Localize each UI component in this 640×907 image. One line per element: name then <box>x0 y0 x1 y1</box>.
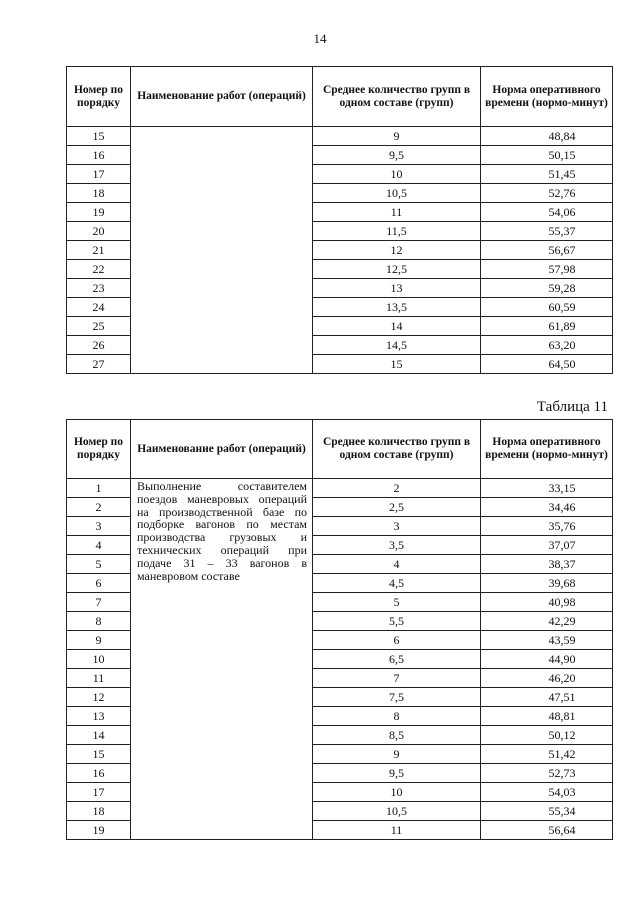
row-number: 5 <box>67 555 131 574</box>
avg-groups-cell: 7,5 <box>313 688 481 707</box>
header-time-norm: Норма оперативного времени (нормо-минут) <box>481 67 613 127</box>
avg-groups-cell: 8 <box>313 707 481 726</box>
avg-groups-cell: 9 <box>313 745 481 764</box>
time-norm-cell: 34,46 <box>481 498 613 517</box>
time-norm-cell: 51,45 <box>481 165 613 184</box>
avg-groups-cell: 13,5 <box>313 298 481 317</box>
row-number: 9 <box>67 631 131 650</box>
avg-groups-cell: 5 <box>313 593 481 612</box>
time-norm-cell: 42,29 <box>481 612 613 631</box>
avg-groups-cell: 10 <box>313 165 481 184</box>
avg-groups-cell: 2 <box>313 479 481 498</box>
time-norm-cell: 61,89 <box>481 317 613 336</box>
avg-groups-cell: 4,5 <box>313 574 481 593</box>
avg-groups-cell: 11 <box>313 203 481 222</box>
time-norm-cell: 57,98 <box>481 260 613 279</box>
time-norm-cell: 33,15 <box>481 479 613 498</box>
avg-groups-cell: 3,5 <box>313 536 481 555</box>
time-norm-cell: 43,59 <box>481 631 613 650</box>
row-number: 24 <box>67 298 131 317</box>
avg-groups-cell: 2,5 <box>313 498 481 517</box>
time-norm-cell: 52,76 <box>481 184 613 203</box>
time-norm-cell: 54,03 <box>481 783 613 802</box>
time-norm-cell: 55,34 <box>481 802 613 821</box>
time-norm-cell: 50,12 <box>481 726 613 745</box>
time-norm-cell: 37,07 <box>481 536 613 555</box>
time-norm-cell: 46,20 <box>481 669 613 688</box>
time-norm-cell: 44,90 <box>481 650 613 669</box>
avg-groups-cell: 11 <box>313 821 481 840</box>
time-norm-cell: 48,84 <box>481 127 613 146</box>
row-number: 8 <box>67 612 131 631</box>
row-number: 25 <box>67 317 131 336</box>
row-number: 17 <box>67 783 131 802</box>
row-number: 26 <box>67 336 131 355</box>
row-number: 16 <box>67 146 131 165</box>
row-number: 15 <box>67 127 131 146</box>
header-work-name: Наименование работ (операций) <box>131 420 313 479</box>
norms-table-11 <box>66 419 613 840</box>
avg-groups-cell: 12,5 <box>313 260 481 279</box>
row-number: 6 <box>67 574 131 593</box>
work-description: Выполнение составителем поездов маневровых операций на производственной базе по подборке вагонов по местам производства грузовых и технических операций при подаче 31 – 33 вагонов в маневровом составе <box>131 479 313 840</box>
avg-groups-cell: 4 <box>313 555 481 574</box>
time-norm-cell: 55,37 <box>481 222 613 241</box>
avg-groups-cell: 10,5 <box>313 184 481 203</box>
time-norm-cell: 51,42 <box>481 745 613 764</box>
avg-groups-cell: 3 <box>313 517 481 536</box>
row-number: 17 <box>67 165 131 184</box>
page-number: 14 <box>313 31 327 46</box>
norms-table-continued <box>66 66 613 374</box>
time-norm-cell: 47,51 <box>481 688 613 707</box>
row-number: 1 <box>67 479 131 498</box>
row-number: 18 <box>67 802 131 821</box>
header-order-number: Номер по порядку <box>67 67 131 127</box>
row-number: 7 <box>67 593 131 612</box>
row-number: 20 <box>67 222 131 241</box>
header-avg-groups: Среднее количество групп в одном составе (групп) <box>313 67 481 127</box>
header-time-norm: Норма оперативного времени (нормо-минут) <box>481 420 613 479</box>
row-number: 16 <box>67 764 131 783</box>
table-row <box>67 127 613 146</box>
row-number: 21 <box>67 241 131 260</box>
avg-groups-cell: 10 <box>313 783 481 802</box>
work-description <box>131 127 313 374</box>
time-norm-cell: 56,67 <box>481 241 613 260</box>
time-norm-cell: 40,98 <box>481 593 613 612</box>
row-number: 2 <box>67 498 131 517</box>
time-norm-cell: 38,37 <box>481 555 613 574</box>
time-norm-cell: 64,50 <box>481 355 613 374</box>
header-work-name: Наименование работ (операций) <box>131 67 313 127</box>
time-norm-cell: 50,15 <box>481 146 613 165</box>
avg-groups-cell: 5,5 <box>313 612 481 631</box>
table-header-row <box>67 67 613 127</box>
time-norm-cell: 48,81 <box>481 707 613 726</box>
time-norm-cell: 52,73 <box>481 764 613 783</box>
time-norm-cell: 59,28 <box>481 279 613 298</box>
row-number: 12 <box>67 688 131 707</box>
time-norm-cell: 54,06 <box>481 203 613 222</box>
avg-groups-cell: 14 <box>313 317 481 336</box>
row-number: 19 <box>67 203 131 222</box>
avg-groups-cell: 9,5 <box>313 146 481 165</box>
header-avg-groups: Среднее количество групп в одном составе (групп) <box>313 420 481 479</box>
row-number: 10 <box>67 650 131 669</box>
avg-groups-cell: 15 <box>313 355 481 374</box>
row-number: 15 <box>67 745 131 764</box>
avg-groups-cell: 14,5 <box>313 336 481 355</box>
avg-groups-cell: 6,5 <box>313 650 481 669</box>
time-norm-cell: 56,64 <box>481 821 613 840</box>
row-number: 19 <box>67 821 131 840</box>
avg-groups-cell: 13 <box>313 279 481 298</box>
time-norm-cell: 60,59 <box>481 298 613 317</box>
avg-groups-cell: 10,5 <box>313 802 481 821</box>
table-row <box>67 479 613 498</box>
time-norm-cell: 35,76 <box>481 517 613 536</box>
avg-groups-cell: 9 <box>313 127 481 146</box>
row-number: 14 <box>67 726 131 745</box>
row-number: 18 <box>67 184 131 203</box>
avg-groups-cell: 9,5 <box>313 764 481 783</box>
row-number: 22 <box>67 260 131 279</box>
table-header-row <box>67 420 613 479</box>
row-number: 4 <box>67 536 131 555</box>
table-caption: Таблица 11 <box>536 399 608 415</box>
row-number: 13 <box>67 707 131 726</box>
row-number: 3 <box>67 517 131 536</box>
time-norm-cell: 39,68 <box>481 574 613 593</box>
avg-groups-cell: 7 <box>313 669 481 688</box>
avg-groups-cell: 12 <box>313 241 481 260</box>
header-order-number: Номер по порядку <box>67 420 131 479</box>
row-number: 27 <box>67 355 131 374</box>
time-norm-cell: 63,20 <box>481 336 613 355</box>
row-number: 23 <box>67 279 131 298</box>
row-number: 11 <box>67 669 131 688</box>
avg-groups-cell: 11,5 <box>313 222 481 241</box>
avg-groups-cell: 6 <box>313 631 481 650</box>
avg-groups-cell: 8,5 <box>313 726 481 745</box>
